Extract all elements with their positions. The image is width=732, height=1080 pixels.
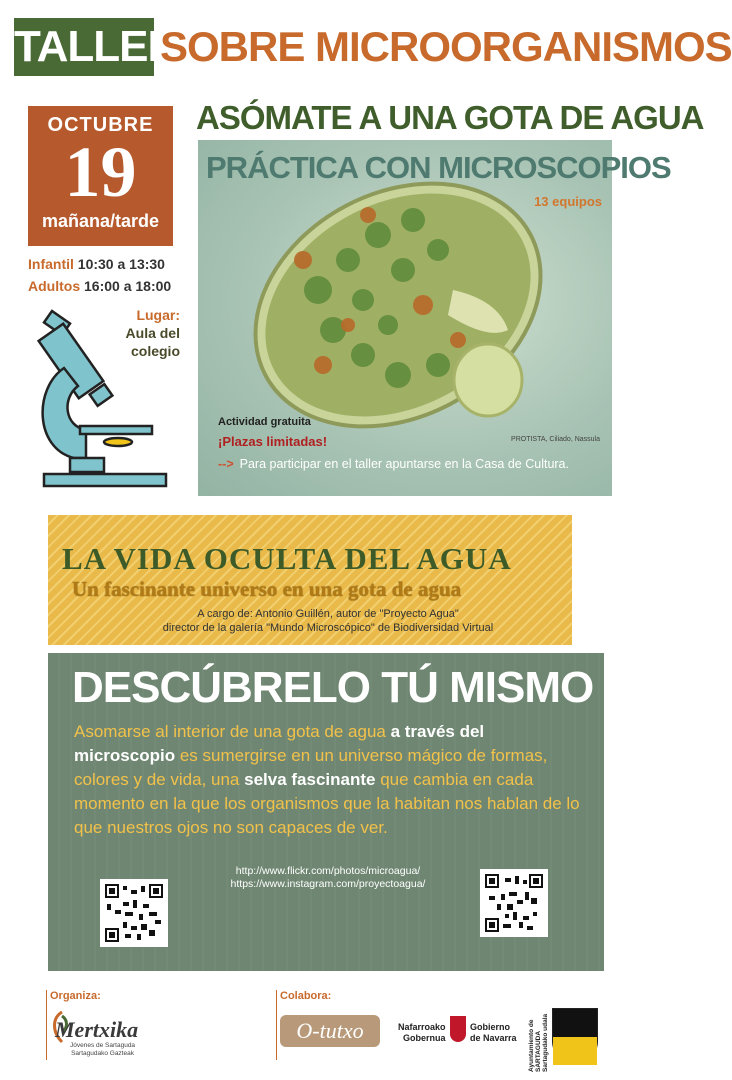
location-line2: colegio [130, 343, 180, 359]
speaker-line1: A cargo de: Antonio Guillén, autor de "Proyecto Agua" [197, 608, 459, 620]
mertxika-sub [70, 1042, 135, 1058]
arrow-icon: --> [218, 457, 234, 471]
sartaguda-text: Ayuntamiento de SARTAGUDA Sartagudako udala [528, 1013, 549, 1072]
discover-section [48, 653, 604, 971]
speaker-line2: director de la galería "Mundo Microscópico" de Biodiversidad Virtual [162, 622, 494, 634]
banner-speaker [108, 607, 548, 635]
schedule-label: Adultos [28, 278, 81, 294]
schedule-value: 16:00 a 18:00 [84, 278, 172, 294]
navarra-l2: Gobernua [403, 1033, 446, 1043]
urls [198, 865, 458, 891]
mertxika-sub1: Jóvenes de Sartaguda [70, 1042, 136, 1049]
schedule-value: 10:30 a 13:30 [77, 256, 165, 272]
banner-title: LA VIDA OCULTA DEL AGUA [62, 541, 512, 576]
qr-icon [105, 884, 163, 942]
discover-paragraph [74, 720, 582, 840]
equipos-count: 13 equipos [534, 194, 602, 209]
participation-note [218, 457, 569, 471]
banner-subtitle: Un fascinante universo en una gota de agua [72, 577, 462, 601]
footer-divider [276, 990, 277, 1060]
schedule-infantil [28, 256, 188, 272]
limited-places: ¡Plazas limitadas! [218, 434, 328, 449]
navarra-spanish [470, 1022, 517, 1044]
navarra-r1: Gobierno [470, 1022, 510, 1032]
ortutxo-logo: O-tutxo [280, 1015, 380, 1047]
colabora-label: Colabora: [280, 990, 332, 1002]
microorganism-photo [198, 140, 671, 496]
organiza-label: Organiza: [50, 990, 101, 1002]
discover-title: DESCÚBRELO TÚ MISMO [72, 663, 594, 712]
schedule-label: Infantil [28, 256, 74, 272]
photo-credit: PROTISTA, Ciliado, Nassula [511, 436, 600, 443]
participation-text: Para participar en el taller apuntarse en la Casa de Cultura. [239, 457, 569, 471]
mertxika-sub2: Sartagudako Gazteak [71, 1050, 134, 1057]
talk-banner [48, 515, 572, 645]
sartaguda-shield-icon [552, 1008, 598, 1064]
photo-title: PRÁCTICA CON MICROSCOPIOS [206, 150, 671, 185]
qr-icon [485, 874, 543, 932]
schedule-adultos [28, 278, 188, 294]
navarra-r2: de Navarra [470, 1033, 517, 1043]
subtitle: ASÓMATE A UNA GOTA DE AGUA [196, 99, 704, 136]
para-bold2: selva fascinante [244, 770, 376, 789]
qr-code-instagram[interactable] [480, 869, 548, 937]
activity-free: Actividad gratuita [218, 416, 311, 428]
header-title: SOBRE MICROORGANISMOS [160, 23, 732, 70]
date-month: OCTUBRE [47, 114, 154, 136]
mertxika-logo: Mertxika [55, 1017, 139, 1042]
navarra-l1: Nafarroako [398, 1022, 446, 1032]
navarra-basque [398, 1022, 446, 1044]
flickr-url[interactable]: http://www.flickr.com/photos/microagua/ [235, 865, 421, 877]
location-label: Lugar: [136, 307, 180, 323]
header-taller: TALLER [14, 18, 154, 76]
para-bold1: a través del microscopio [74, 722, 485, 765]
para-part2: es sumergirse en un universo mágico de formas, colores y de vida, una [74, 746, 548, 789]
para-part1: Asomarse al interior de una gota de agua [74, 722, 391, 741]
instagram-url[interactable]: https://www.instagram.com/proyectoagua/ [230, 878, 426, 890]
para-part3: que cambia en cada momento en la que los organismos que la habitan nos hablan de lo que nuestros ojos no son capaces de ver. [74, 770, 580, 837]
navarra-shield-icon [450, 1016, 466, 1042]
qr-code-flickr[interactable] [100, 879, 168, 947]
date-box [28, 106, 173, 246]
location-line1: Aula del [125, 325, 180, 341]
microscope-icon [34, 308, 170, 498]
date-when: mañana/tarde [41, 211, 160, 231]
date-day: 19 [64, 132, 137, 212]
footer-divider [46, 990, 47, 1060]
